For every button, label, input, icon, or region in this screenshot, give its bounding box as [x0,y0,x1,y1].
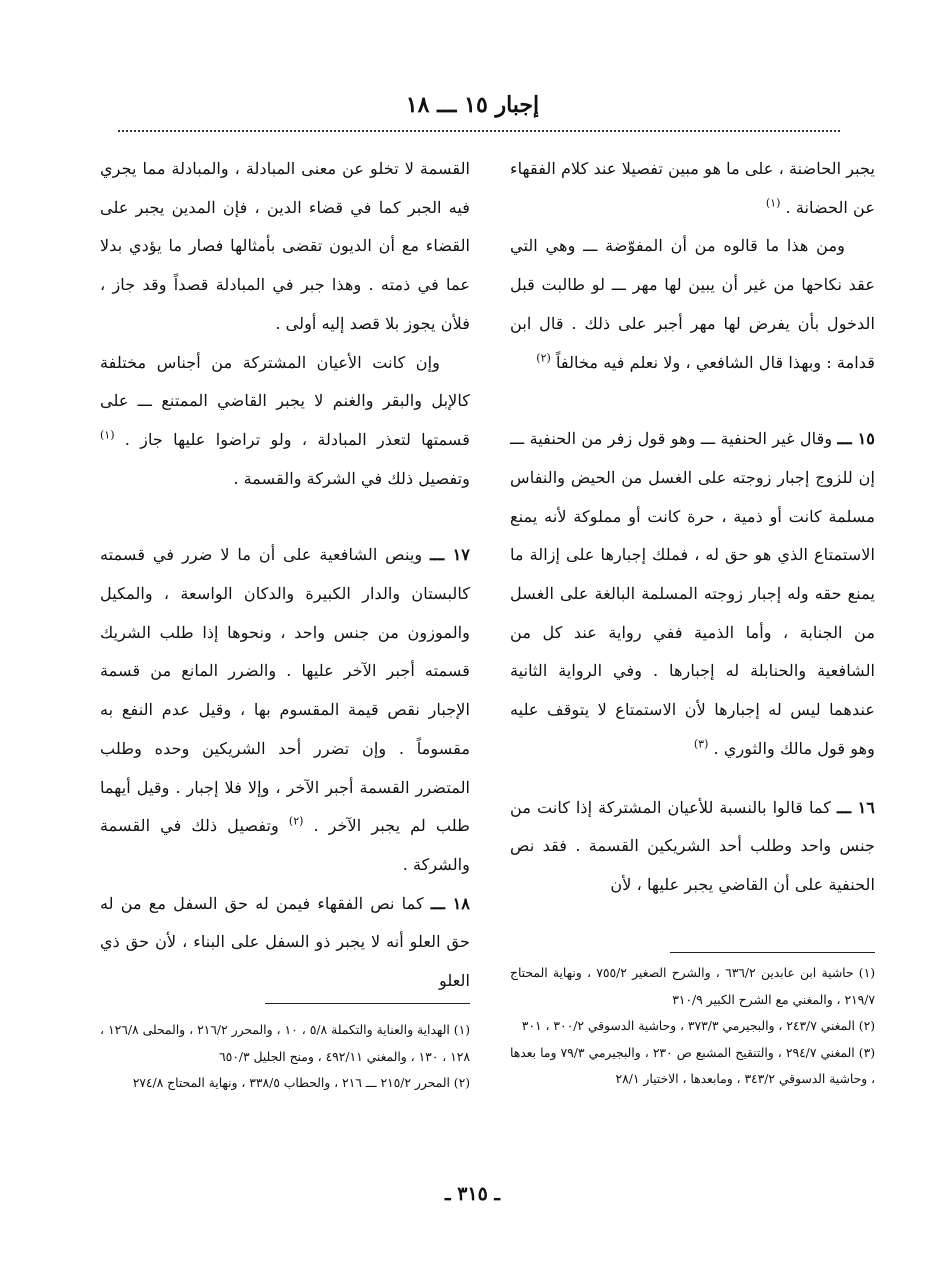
footnote: (٢) المحرر ٢١٥/٢ ـــ ٢١٦ ، والحطاب ٣٣٨/٥ ، ونهاية المحتاج ٢٧٤/٨ [132,1076,470,1090]
footnote-divider [265,1003,470,1004]
paragraph [100,344,470,499]
paragraph-text: وقال غير الحنفية ـــ وهو قول زفر من الحنفية ـــ إن للزوج إجبار زوجته على الغسل من الحيض والنفاس مسلمة كانت أو ذمية ، حرة كانت أو مملوكة لأنه يمنع الاستمتاع الذي هو حق له ، فملك إجبارها على إزالة ما يمنع حقه وله إجبار زوجته المسلمة البالغة على الغسل من الجنابة ، وأما الذمية ففي رواية عند كل من الشافعية والحنابلة له إجبارها . وفي الرواية الثانية عندهما ليس له إجبارها لأن الاستمتاع لا يتوقف عليه وهو قول مالك والثوري . [510,429,875,758]
page-number: ـ ٣١٥ ـ [445,1183,500,1205]
footnote: (٣) المغني ٢٩٤/٧ ، والتنقيح المشبع ص ٢٣٠ ، والبجيرمي ٧٩/٣ وما بعدها ، وحاشية الدسوقي ٣٤٣/٢ ، ومابعدها ، الاختيار ٢٨/١ [510,1045,875,1086]
header-divider [118,130,840,132]
footnote: (١) حاشية ابن عابدين ٦٣٦/٢ ، والشرح الصغير ٧٥٥/٢ ، ونهاية المحتاج ٢١٩/٧ ، والمغني مع الشرح الكبير ٣١٠/٩ [510,966,875,1007]
paragraph-text: وينص الشافعية على أن ما لا ضرر في قسمته كالبستان والدار الكبيرة والدكان الواسعة ، والمكيل والموزون من جنس واحد ، ونحوها إذا طلب الشريك قسمته أجبر الآخر عليها . والضرر المانع من قسمة الإجبار نقص قيمة المقسوم بها ، وقيل عدم النفع به مقسوماً . وإن تضرر أحد الشريكين وحده وطلب المتضرر القسمة أجبر الآخر ، وإلا فلا إجبار . وقيل أيهما طلب لم يجبر الآخر . [100,545,470,836]
paragraph-text: وتفصيل ذلك في الشركة والقسمة . [233,468,470,488]
footnote-divider [670,952,875,953]
footnote-ref: (٢) [288,814,304,828]
paragraph-text: وإن كانت الأعيان المشتركة من أجناس مختلفة كالإبل والبقر والغنم لا يجبر القاضي الممتنع ـــ على قسمتها لتعذر المبادلة ، ولو تراضوا عليها جاز . [100,352,470,449]
footnote-ref: (٢) [536,351,551,365]
paragraph-text: القسمة لا تخلو عن معنى المبادلة ، والمبادلة مما يجري فيه الجبر كما في قضاء الدين ، فإن المدين يجبر على القضاء مع أن الديون تقضى بأمثالها فصار ما يؤدي بدلا عما في ذمته . وهذا جبر في المبادلة قصداً وقد جاز ، فلأن يجوز بلا قصد إليه أولى . [100,159,470,333]
paragraph-number: ١٥ ـــ [837,429,875,449]
footnote-ref: (١) [765,196,781,210]
paragraph-16 [510,789,875,905]
footnote: (٢) المغني ٢٤٣/٧ ، والبجيرمي ٣٧٣/٣ ، وحاشية الدسوقي ٣٠٠/٢ ، ٣٠١ [521,1019,875,1033]
paragraph-number: ١٧ ـــ [430,545,470,565]
paragraph [510,227,875,382]
paragraph-17 [100,536,470,884]
paragraph-text: ومن هذا ما قالوه من أن المفوّضة ـــ وهي التي عقد نكاحها من غير أن يبين لها مهر ـــ لو طالبت قبل الدخول بأن يفرض لها مهر أجبر على ذلك . قال ابن قدامة : وبهذا قال الشافعي ، ولا نعلم فيه مخالفاً [510,236,875,372]
footnote: (١) الهداية والعناية والتكملة ٥/٨ ، ١٠ ، والمحرر ٢١٦/٢ ، والمحلى ١٢٦/٨ ، ١٢٨ ، ١٣٠ ، والمغني ٤٩٢/١١ ، ومنح الجليل ٦٥٠/٣ [100,1023,470,1064]
paragraph [510,150,875,227]
paragraph [100,150,470,344]
footnotes-right [510,960,875,1093]
page-header: إجبار ١٥ ـــ ١٨ [405,92,540,118]
paragraph-number: ١٦ ـــ [836,797,875,817]
left-column [100,150,470,1001]
footnotes-left [100,1017,470,1097]
footnote-ref: (١) [100,428,115,442]
paragraph-text: كما نص الفقهاء فيمن له حق السفل مع من له حق العلو أنه لا يجبر ذو السفل على البناء ، لأن حق ذي العلو [100,893,470,991]
paragraph-text: كما قالوا بالنسبة للأعيان المشتركة إذا كانت من جنس واحد وطلب أحد الشريكين القسمة . فقد نص الحنفية على أن القاضي يجبر عليها ، لأن [510,797,875,894]
paragraph-15 [510,420,875,768]
footnote-ref: (٣) [693,737,709,751]
right-column [510,150,875,905]
paragraph-number: ١٨ ـــ [430,893,470,913]
paragraph-18 [100,885,470,1001]
paragraph-text: وتفصيل ذلك في القسمة والشركة . [100,816,470,874]
paragraph-text: يجبر الحاضنة ، على ما هو مبين تفصيلا عند كلام الفقهاء عن الحضانة . [510,159,875,217]
